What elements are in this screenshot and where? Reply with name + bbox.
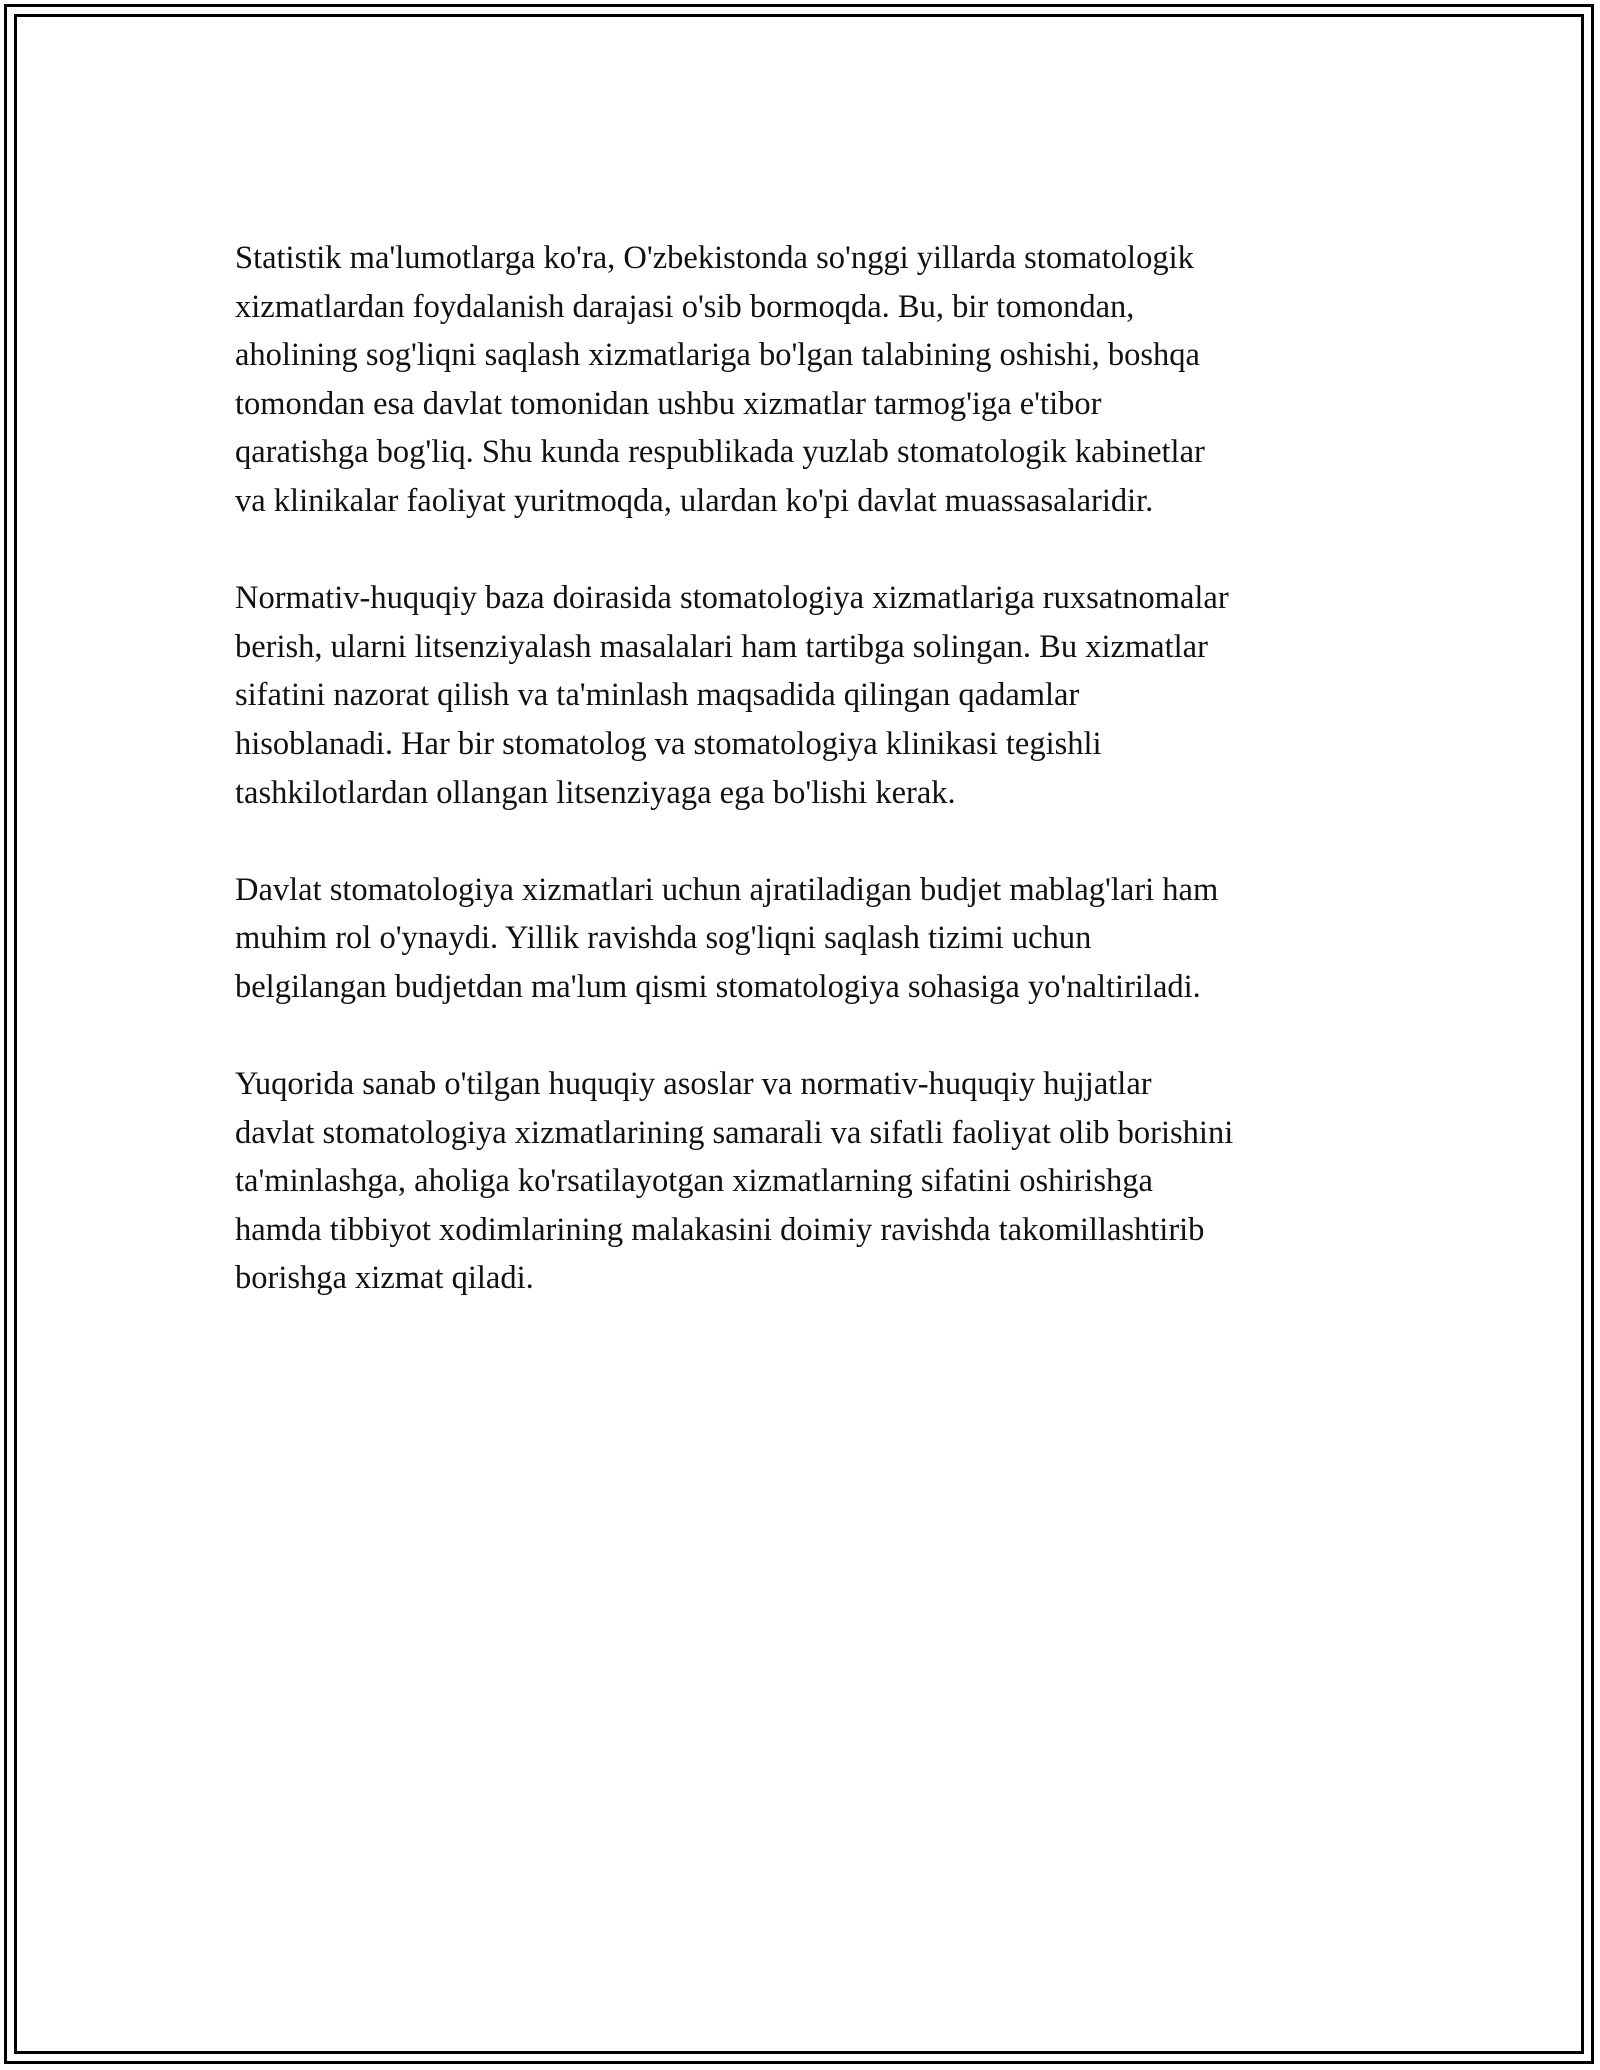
paragraph-conclusion: Yuqorida sanab o'tilgan huquqiy asoslar va normativ-huquqiy hujjatlar davlat stomatologiya xizmatlarining samarali va sifatli faoliyat olib borishini ta'minlashga, aholiga ko'rsatilayotgan xizmatlarning sifatini oshirishga hamda tibbiyot xodimlarining malakasini doimiy ravishda takomillashtirib borishga xizmat qiladi. bbox=[235, 1066, 1234, 1297]
paragraph-licensing: Normativ-huquqiy baza doirasida stomatologiya xizmatlariga ruxsatnomalar berish, ularni litsenziyalash masalalari ham tartibga solingan. Bu xizmatlar sifatini nazorat qilish va ta'minlash maqsadida qilingan qadamlar hisoblanadi. Har bir stomatolog va stomatologiya klinikasi tegishli tashkilotlardan ollangan litsenziyaga ega bo'lishi kerak. bbox=[235, 580, 1229, 811]
paragraph-budget: Davlat stomatologiya xizmatlari uchun ajratiladigan budjet mablag'lari ham muhim rol o'ynaydi. Yillik ravishda sog'liqni saqlash tizimi uchun belgilangan budjetdan ma'lum qismi stomatologiya sohasiga yo'naltiriladi. bbox=[235, 871, 1219, 1005]
document-body bbox=[235, 234, 1385, 1352]
paragraph-statistics: Statistik ma'lumotlarga ko'ra, O'zbekistonda so'nggi yillarda stomatologik xizmatlardan foydalanish darajasi o'sib bormoqda. Bu, bir tomondan, aholining sog'liqni saqlash xizmatlariga bo'lgan talabining oshishi, boshqa tomondan esa davlat tomonidan ushbu xizmatlar tarmog'iga e'tibor qaratishga bog'liq. Shu kunda respublikada yuzlab stomatologik kabinetlar va klinikalar faoliyat yuritmoqda, ulardan ko'pi davlat muassasalaridir. bbox=[235, 240, 1205, 519]
